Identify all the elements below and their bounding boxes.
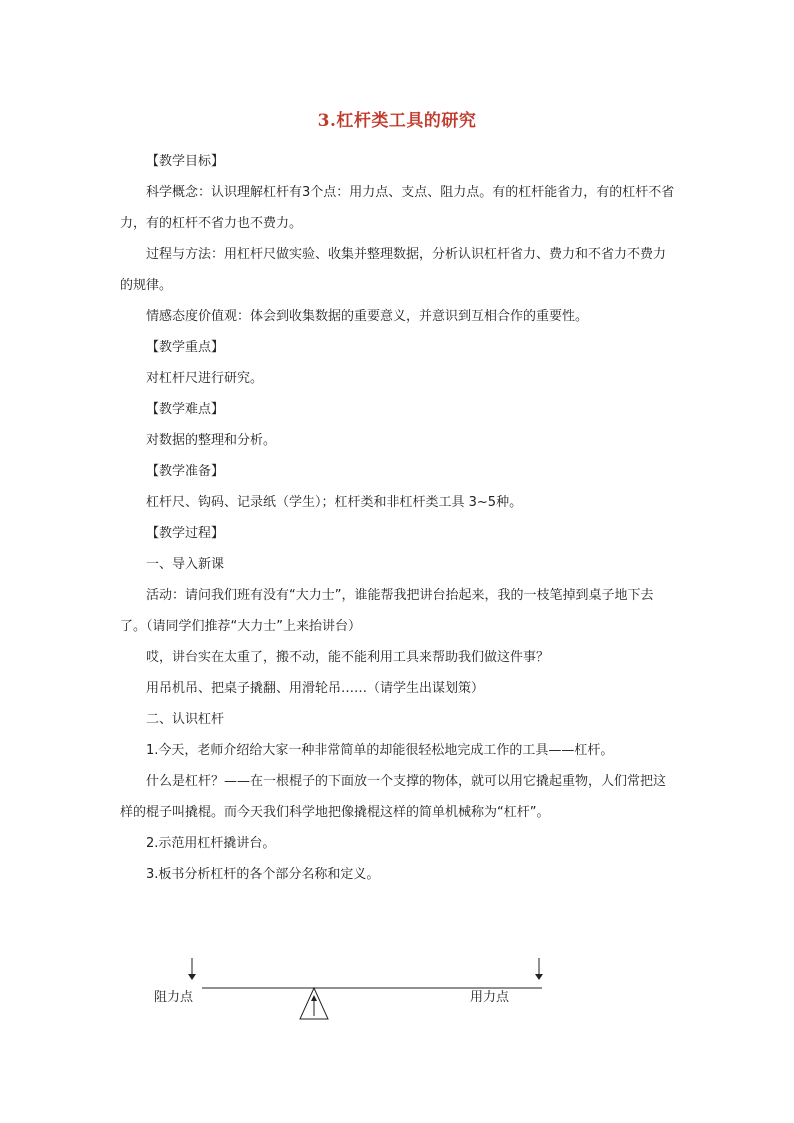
effort-point-label: 用力点 (470, 990, 510, 1005)
lever-diagram (140, 950, 560, 1030)
paragraph-preparation: 杠杆尺、钩码、记录纸（学生）；杠杆类和非杠杆类工具 3~5种。 (146, 495, 523, 510)
heading-difficulties: 【教学难点】 (146, 402, 225, 417)
paragraph-ideas: 用吊机吊、把桌子撬翻、用滑轮吊……（请学生出谋划策） (146, 681, 485, 696)
resistance-point-label: 阻力点 (154, 990, 194, 1005)
paragraph-step-2: 2.示范用杠杆撬讲台。 (146, 836, 276, 851)
heading-objectives: 【教学目标】 (146, 154, 225, 169)
paragraph-step-1: 1.今天，老师介绍给大家一种非常简单的却能很轻松地完成工作的工具——杠杆。 (146, 743, 614, 758)
paragraph-too-heavy: 哎，讲台实在太重了，搬不动，能不能利用工具来帮助我们做这件事？ (146, 650, 550, 665)
paragraph-method: 过程与方法：用杠杆尺做实验、收集并整理数据，分析认识杠杆省力、费力和不省力不费力的规律。 (120, 247, 667, 293)
paragraph-concept: 科学概念：认识理解杠杆有3个点：用力点、支点、阻力点。有的杠杆能省力，有的杠杆不省力，有的杠杆不省力也不费力。 (120, 185, 675, 231)
resistance-arrow (188, 958, 196, 980)
effort-arrow (535, 958, 543, 980)
fulcrum-icon (300, 988, 328, 1019)
document-body (120, 146, 676, 890)
paragraph-attitude: 情感态度价值观：体会到收集数据的重要意义，并意识到互相合作的重要性。 (146, 309, 589, 324)
heading-preparation: 【教学准备】 (146, 464, 225, 479)
paragraph-activity: 活动：请问我们班有没有“大力士”，谁能帮我把讲台抬起来，我的一枝笔掉到桌子地下去了。（请同学们推荐“大力士”上来抬讲台） (120, 588, 654, 634)
paragraph-step-3: 3.板书分析杠杆的各个部分名称和定义。 (146, 867, 380, 882)
section-lever: 二、认识杠杆 (146, 712, 225, 727)
section-intro: 一、导入新课 (146, 557, 225, 572)
paragraph-key-points: 对杠杆尺进行研究。 (146, 371, 264, 386)
document-title: 3.杠杆类工具的研究 (317, 111, 477, 131)
heading-process: 【教学过程】 (146, 526, 225, 541)
paragraph-what-is-lever: 什么是杠杆？——在一根棍子的下面放一个支撑的物体，就可以用它撬起重物，人们常把这样的棍子叫撬棍。而今天我们科学地把像撬棍这样的简单机械称为“杠杆”。 (120, 774, 667, 820)
heading-key-points: 【教学重点】 (146, 340, 225, 355)
paragraph-difficulties: 对数据的整理和分析。 (146, 433, 277, 448)
